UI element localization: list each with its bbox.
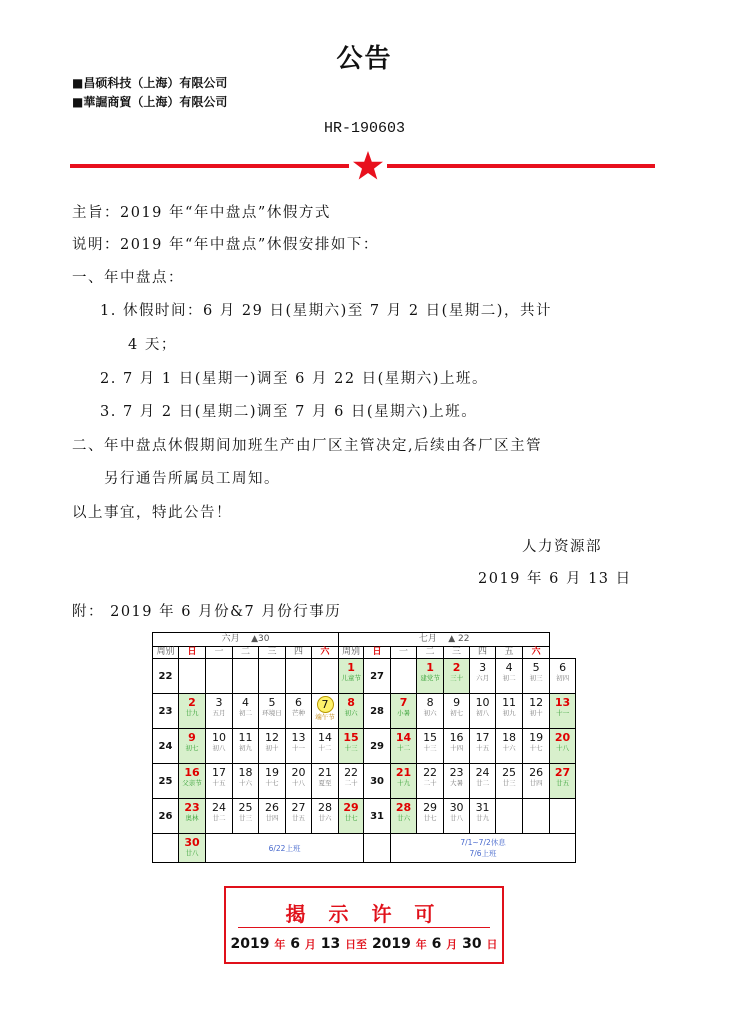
calendar-day: 1 建党节: [417, 659, 444, 694]
calendar-day: 11 初九: [233, 729, 259, 764]
week-number: 22: [153, 659, 179, 694]
stamp-unit: 月: [446, 938, 458, 951]
calendar-week-row: [153, 799, 576, 834]
item-1-text: 1. 休假时间：6 月 29 日(星期六)至 7 月 2 日(星期二)，共计: [100, 303, 552, 319]
weekday-header: 一: [391, 647, 417, 659]
weekday-header: 六: [523, 647, 550, 659]
june-note: 6/22上班: [206, 834, 364, 863]
week-number: 25: [153, 764, 179, 799]
calendar-empty-cell: [496, 799, 523, 834]
calendar-week-row: [153, 659, 576, 694]
closing-line: 以上事宜，特此公告！: [72, 505, 232, 521]
stamp-start-day: 13: [320, 936, 341, 952]
calendar-day: 3 五月: [206, 694, 233, 729]
calendar-empty-cell: [364, 834, 391, 863]
calendar-day: 26 廿四: [523, 764, 550, 799]
calendar-empty-cell: [206, 659, 233, 694]
calendar-day: 24 廿二: [470, 764, 496, 799]
explain-line: 说明：2019 年“年中盘点”休假安排如下：: [72, 237, 379, 253]
calendar-day: 21 十九: [391, 764, 417, 799]
calendar-day: 28 廿六: [391, 799, 417, 834]
weekday-header: 五: [496, 647, 523, 659]
june-workday-count: ▲30: [251, 634, 270, 644]
calendar-empty-cell: [312, 659, 339, 694]
calendar-day: 30 廿八: [444, 799, 470, 834]
calendar-day: 27 廿五: [286, 799, 312, 834]
calendar-day: 13 十一: [286, 729, 312, 764]
stamp-unit: 月: [304, 938, 316, 951]
calendar-empty-cell: [179, 659, 206, 694]
calendar-day: 19 十七: [259, 764, 286, 799]
calendar-day: 16 父亲节: [179, 764, 206, 799]
calendar-day: 5 初三: [523, 659, 550, 694]
calendar-day: 29 廿七: [339, 799, 364, 834]
calendar-day: 22 二十: [417, 764, 444, 799]
subject-line: 主旨：2019 年“年中盘点”休假方式: [72, 205, 331, 221]
stamp-date-range: [226, 936, 502, 952]
calendar-week-row: [153, 764, 576, 799]
weekday-header: 四: [286, 647, 312, 659]
weekday-header: 二: [417, 647, 444, 659]
calendar-empty-cell: [523, 799, 550, 834]
weekday-header: 日: [364, 647, 391, 659]
week-column-header: 周别: [153, 647, 179, 659]
calendar-day: 27 廿五: [550, 764, 576, 799]
calendar-day: 24 廿二: [206, 799, 233, 834]
july-note-line-2: 7/6上班: [469, 849, 497, 858]
week-number: 24: [153, 729, 179, 764]
stamp-start-year: 2019: [230, 936, 270, 952]
stamp-end-month: 6: [431, 936, 442, 952]
june-header: [153, 633, 339, 647]
calendar-day: 15 十三: [339, 729, 364, 764]
weekday-header: 三: [259, 647, 286, 659]
weekday-header: 三: [444, 647, 470, 659]
calendar-day: 26 廿四: [259, 799, 286, 834]
calendar-day: 23 奥林: [179, 799, 206, 834]
calendar-day: 4 初二: [233, 694, 259, 729]
calendar-empty-cell: [391, 659, 417, 694]
week-number: 27: [364, 659, 391, 694]
calendar-day: 20 十八: [286, 764, 312, 799]
calendar-day: 10 初八: [470, 694, 496, 729]
july-workday-count: ▲ 22: [448, 634, 470, 644]
company-name-2: ■華誳商貿（上海）有限公司: [72, 95, 228, 109]
calendar-day: 9 初七: [179, 729, 206, 764]
calendar-day: 14 十二: [391, 729, 417, 764]
calendar-day: 29 廿七: [417, 799, 444, 834]
calendar-month-header-row: [153, 633, 576, 647]
calendar-day: 25 廿三: [496, 764, 523, 799]
calendar-week-row: [153, 694, 576, 729]
calendar-day: 6 初四: [550, 659, 576, 694]
company-name-1: ■昌硕科技（上海）有限公司: [72, 76, 228, 90]
june-label: 六月: [221, 634, 240, 644]
calendar-day: 8 初六: [339, 694, 364, 729]
calendar-day: 31 廿九: [470, 799, 496, 834]
stamp-start-month: 6: [290, 936, 300, 952]
week-number: 30: [364, 764, 391, 799]
july-note-line-1: 7/1~7/2休息: [460, 838, 506, 847]
stamp-unit: 日: [486, 938, 498, 951]
document-number: HR-190603: [323, 120, 405, 137]
calendar-day: 13 十一: [550, 694, 576, 729]
section-2-text: 二、年中盘点休假期间加班生产由厂区主管决定,后续由各厂区主管: [72, 438, 543, 454]
calendar-day: 4 初二: [496, 659, 523, 694]
calendar-day: 12 初十: [259, 729, 286, 764]
section-2-continued: 另行通告所属员工周知。: [104, 471, 280, 487]
calendar-day: 8 初六: [417, 694, 444, 729]
calendar-day: 22 二十: [339, 764, 364, 799]
stamp-unit: 年: [415, 938, 427, 951]
july-label: 七月: [418, 634, 437, 644]
calendar-empty-cell: [153, 834, 179, 863]
calendar-day: 25 廿三: [233, 799, 259, 834]
calendar-day: 28 廿六: [312, 799, 339, 834]
star-icon: [352, 150, 384, 182]
week-number: 26: [153, 799, 179, 834]
holiday-calendar: [152, 632, 576, 863]
calendar-weekday-row: [153, 647, 576, 659]
calendar-day: 1 儿童节: [339, 659, 364, 694]
calendar-day: 2 三十: [444, 659, 470, 694]
posting-approval-stamp: [224, 886, 504, 964]
calendar-day: 30 廿八: [179, 834, 206, 863]
page-title: 公告: [336, 44, 393, 74]
calendar-day: 9 初七: [444, 694, 470, 729]
calendar-empty-cell: [259, 659, 286, 694]
calendar-day: 15 十三: [417, 729, 444, 764]
calendar-day: 7 小暑: [391, 694, 417, 729]
attachment-line: 附： 2019 年 6 月份&7 月份行事历: [72, 604, 342, 620]
july-header: [339, 633, 550, 647]
header-divider-right: [387, 164, 655, 168]
stamp-unit: 日至: [345, 938, 368, 951]
stamp-title: 揭 示 许 可: [285, 902, 443, 926]
weekday-header: 六: [312, 647, 339, 659]
calendar-day: 19 十七: [523, 729, 550, 764]
stamp-end-day: 30: [462, 936, 482, 952]
calendar-day: 18 十六: [233, 764, 259, 799]
week-number: 28: [364, 694, 391, 729]
calendar-empty-cell: [550, 799, 576, 834]
section-1-heading: 一、年中盘点：: [72, 270, 184, 286]
calendar-empty-cell: [286, 659, 312, 694]
department-signature: 人力资源部: [522, 539, 602, 555]
calendar-day: 7 端午节: [312, 694, 339, 729]
calendar-day: 5 环境日: [259, 694, 286, 729]
calendar-day: 18 十六: [496, 729, 523, 764]
calendar-day: 17 十五: [470, 729, 496, 764]
calendar-day: 20 十八: [550, 729, 576, 764]
stamp-end-year: 2019: [371, 936, 411, 952]
item-1-continued: 4 天；: [128, 337, 177, 353]
calendar-day: 3 六月: [470, 659, 496, 694]
calendar-day: 10 初八: [206, 729, 233, 764]
stamp-divider: [238, 927, 490, 928]
calendar-day: 2 廿九: [179, 694, 206, 729]
calendar-day: 6 芒种: [286, 694, 312, 729]
weekday-header: 二: [233, 647, 259, 659]
calendar-day: 23 大暑: [444, 764, 470, 799]
week-number: 31: [364, 799, 391, 834]
calendar-week-row: [153, 729, 576, 764]
calendar-day: 16 十四: [444, 729, 470, 764]
issue-date: 2019 年 6 月 13 日: [478, 571, 632, 587]
calendar-day: 14 十二: [312, 729, 339, 764]
stamp-unit: 年: [274, 938, 286, 951]
calendar-week-row: [153, 834, 576, 863]
july-note: [391, 834, 576, 863]
week-column-header: 周别: [339, 647, 364, 659]
week-number: 23: [153, 694, 179, 729]
calendar-empty-cell: [233, 659, 259, 694]
calendar-day: 17 十五: [206, 764, 233, 799]
item-3-text: 3. 7 月 2 日(星期二)调至 7 月 6 日(星期六)上班。: [100, 404, 478, 420]
header-divider-left: [70, 164, 349, 168]
weekday-header: 日: [179, 647, 206, 659]
week-number: 29: [364, 729, 391, 764]
weekday-header: 一: [206, 647, 233, 659]
calendar-day: 12 初十: [523, 694, 550, 729]
weekday-header: 四: [470, 647, 496, 659]
calendar-day: 21 夏至: [312, 764, 339, 799]
item-2-text: 2. 7 月 1 日(星期一)调至 6 月 22 日(星期六)上班。: [100, 371, 488, 387]
calendar-day: 11 初九: [496, 694, 523, 729]
